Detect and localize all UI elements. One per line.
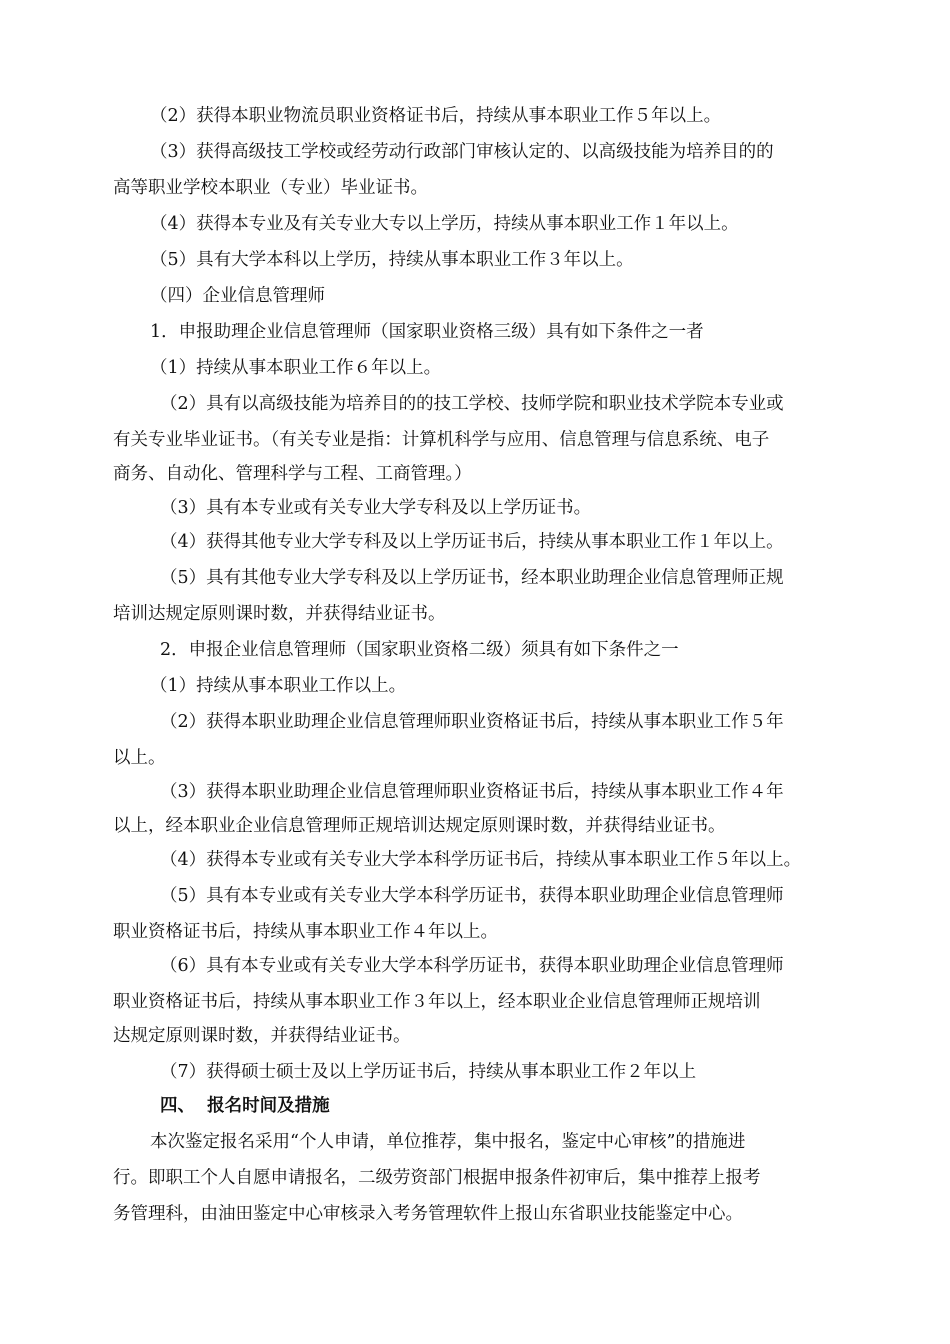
paragraph-line: （3）获得高级技工学校或经劳动行政部门审核认定的、以高级技能为培养目的的 [150, 142, 774, 162]
paragraph-line: 以上。 [113, 748, 166, 768]
paragraph-line: 以上，经本职业企业信息管理师正规培训达规定原则课时数，并获得结业证书。 [113, 816, 726, 836]
paragraph-line: 有关专业毕业证书。（有关专业是指：计算机科学与应用、信息管理与信息系统、电子 [113, 430, 770, 450]
paragraph-line: 本次鉴定报名采用“个人申请，单位推荐，集中报名，鉴定中心审核”的措施进 [150, 1132, 746, 1152]
paragraph-line: （1）持续从事本职业工作６年以上。 [150, 358, 442, 378]
paragraph-line: （5）具有本专业或有关专业大学本科学历证书，获得本职业助理企业信息管理师 [160, 886, 784, 906]
section-heading: （四）企业信息管理师 [150, 286, 325, 306]
paragraph-line: （5）具有大学本科以上学历，持续从事本职业工作３年以上。 [150, 250, 634, 270]
paragraph-line: 培训达规定原则课时数，并获得结业证书。 [113, 604, 446, 624]
subsection-heading: 2．申报企业信息管理师（国家职业资格二级）须具有如下条件之一 [160, 640, 679, 660]
section-heading-bold: 四、 报名时间及措施 [160, 1096, 330, 1116]
paragraph-line: （4）获得其他专业大学专科及以上学历证书后，持续从事本职业工作１年以上。 [160, 532, 784, 552]
paragraph-line: （4）获得本专业及有关专业大专以上学历，持续从事本职业工作１年以上。 [150, 214, 739, 234]
paragraph-line: （6）具有本专业或有关专业大学本科学历证书，获得本职业助理企业信息管理师 [160, 956, 784, 976]
paragraph-line: （5）具有其他专业大学专科及以上学历证书，经本职业助理企业信息管理师正规 [160, 568, 784, 588]
paragraph-line: （3）获得本职业助理企业信息管理师职业资格证书后，持续从事本职业工作４年 [160, 782, 784, 802]
paragraph-line: （2）具有以高级技能为培养目的的技工学校、技师学院和职业技术学院本专业或 [160, 394, 784, 414]
paragraph-line: （7）获得硕士硕士及以上学历证书后，持续从事本职业工作２年以上 [160, 1062, 697, 1082]
paragraph-line: 高等职业学校本职业（专业）毕业证书。 [113, 178, 428, 198]
paragraph-line: （1）持续从事本职业工作以上。 [150, 676, 407, 696]
paragraph-line: 务管理科，由油田鉴定中心审核录入考务管理软件上报山东省职业技能鉴定中心。 [113, 1204, 743, 1224]
paragraph-line: 达规定原则课时数，并获得结业证书。 [113, 1026, 411, 1046]
paragraph-line: （3）具有本专业或有关专业大学专科及以上学历证书。 [160, 498, 592, 518]
paragraph-line: 职业资格证书后，持续从事本职业工作３年以上，经本职业企业信息管理师正规培训 [113, 992, 761, 1012]
paragraph-line: （4）获得本专业或有关专业大学本科学历证书后，持续从事本职业工作５年以上。 [160, 850, 802, 870]
paragraph-line: （2）获得本职业物流员职业资格证书后，持续从事本职业工作５年以上。 [150, 106, 722, 126]
paragraph-line: 商务、自动化、管理科学与工程、工商管理。） [113, 464, 472, 484]
paragraph-line: 行。即职工个人自愿申请报名，二级劳资部门根据申报条件初审后，集中推荐上报考 [113, 1168, 761, 1188]
subsection-heading: 1．申报助理企业信息管理师（国家职业资格三级）具有如下条件之一者 [150, 322, 704, 342]
paragraph-line: （2）获得本职业助理企业信息管理师职业资格证书后，持续从事本职业工作５年 [160, 712, 784, 732]
paragraph-line: 职业资格证书后，持续从事本职业工作４年以上。 [113, 922, 498, 942]
